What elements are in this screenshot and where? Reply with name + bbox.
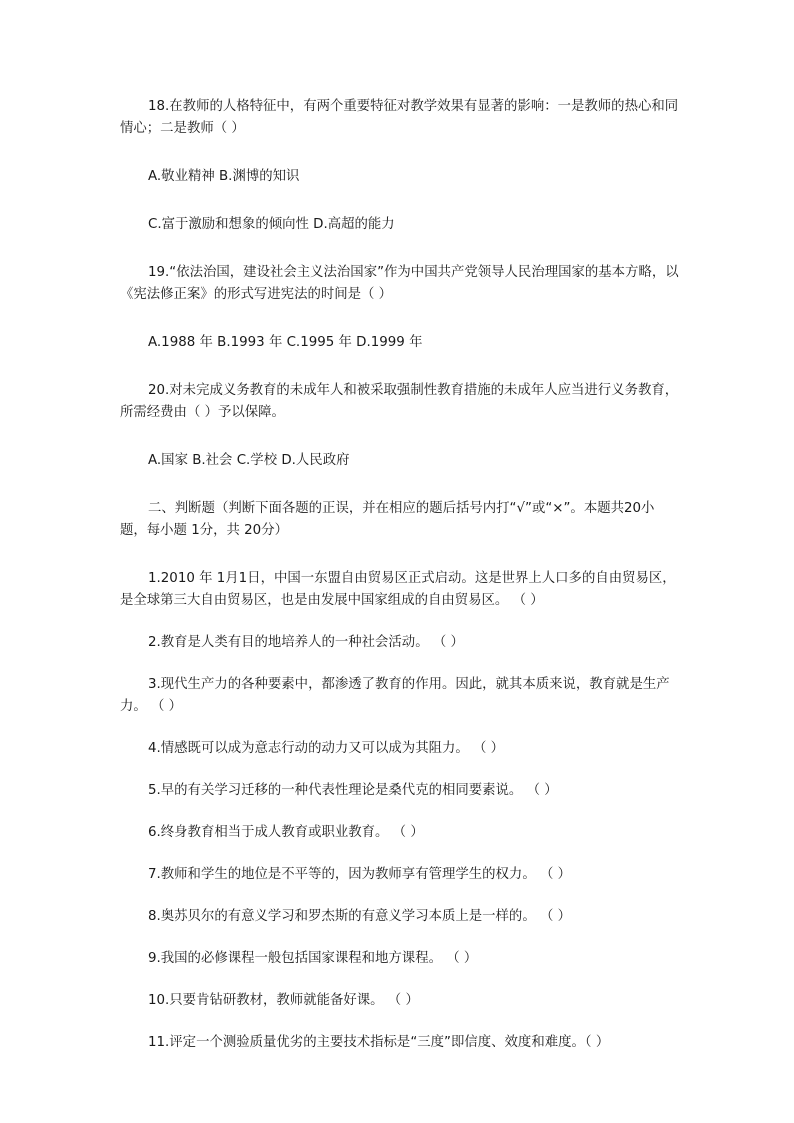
question-18-options-ab: A.敬业精神 B.渊博的知识 (148, 169, 300, 184)
question-19: 19.“依法治国，建设社会主义法治国家”作为中国共产党领导人民治理国家的基本方略，以《宪法修正案》的形式写进宪法的时间是（ ） (120, 265, 679, 302)
tf-question-7: 7.教师和学生的地位是不平等的，因为教师享有管理学生的权力。 （ ） (148, 867, 572, 882)
tf-question-4: 4.情感既可以成为意志行动的动力又可以成为其阻力。 （ ） (148, 741, 505, 756)
question-20: 20.对未完成义务教育的未成年人和被采取强制性教育措施的未成年人应当进行义务教育，所需经费由（ ）予以保障。 (120, 383, 679, 420)
tf-question-10: 10.只要肯钻研教材，教师就能备好课。 （ ） (148, 993, 419, 1008)
tf-question-6: 6.终身教育相当于成人教育或职业教育。 （ ） (148, 825, 424, 840)
tf-question-3: 3.现代生产力的各种要素中，都渗透了教育的作用。因此，就其本质来说，教育就是生产力。 （ ） (120, 677, 670, 714)
section-2-heading: 二、判断题（判断下面各题的正误，并在相应的题后括号内打“√”或“×”。本题共20小题，每小题 1分，共 20分） (120, 501, 655, 538)
question-20-options: A.国家 B.社会 C.学校 D.人民政府 (148, 453, 350, 468)
question-19-options: A.1988 年 B.1993 年 C.1995 年 D.1999 年 (148, 335, 423, 350)
tf-question-5: 5.早的有关学习迁移的一种代表性理论是桑代克的相同要素说。 （ ） (148, 783, 558, 798)
tf-question-1: 1.2010 年 1月1日，中国一东盟自由贸易区正式启动。这是世界上人口多的自由贸易区，是全球第三大自由贸易区，也是由发展中国家组成的自由贸易区。 （ ） (120, 571, 676, 608)
tf-question-2: 2.教育是人类有目的地培养人的一种社会活动。 （ ） (148, 635, 464, 650)
question-18: 18.在教师的人格特征中，有两个重要特征对教学效果有显著的影响：一是教师的热心和同情心；二是教师（ ） (120, 99, 679, 136)
tf-question-8: 8.奥苏贝尔的有意义学习和罗杰斯的有意义学习本质上是一样的。 （ ） (148, 909, 572, 924)
question-18-options-cd: C.富于激励和想象的倾向性 D.高超的能力 (148, 217, 395, 232)
tf-question-9: 9.我国的必修课程一般包括国家课程和地方课程。 （ ） (148, 951, 478, 966)
document-body (120, 96, 680, 1074)
tf-question-11: 11.评定一个测验质量优劣的主要技术指标是“三度”即信度、效度和难度。（ ） (148, 1035, 610, 1050)
